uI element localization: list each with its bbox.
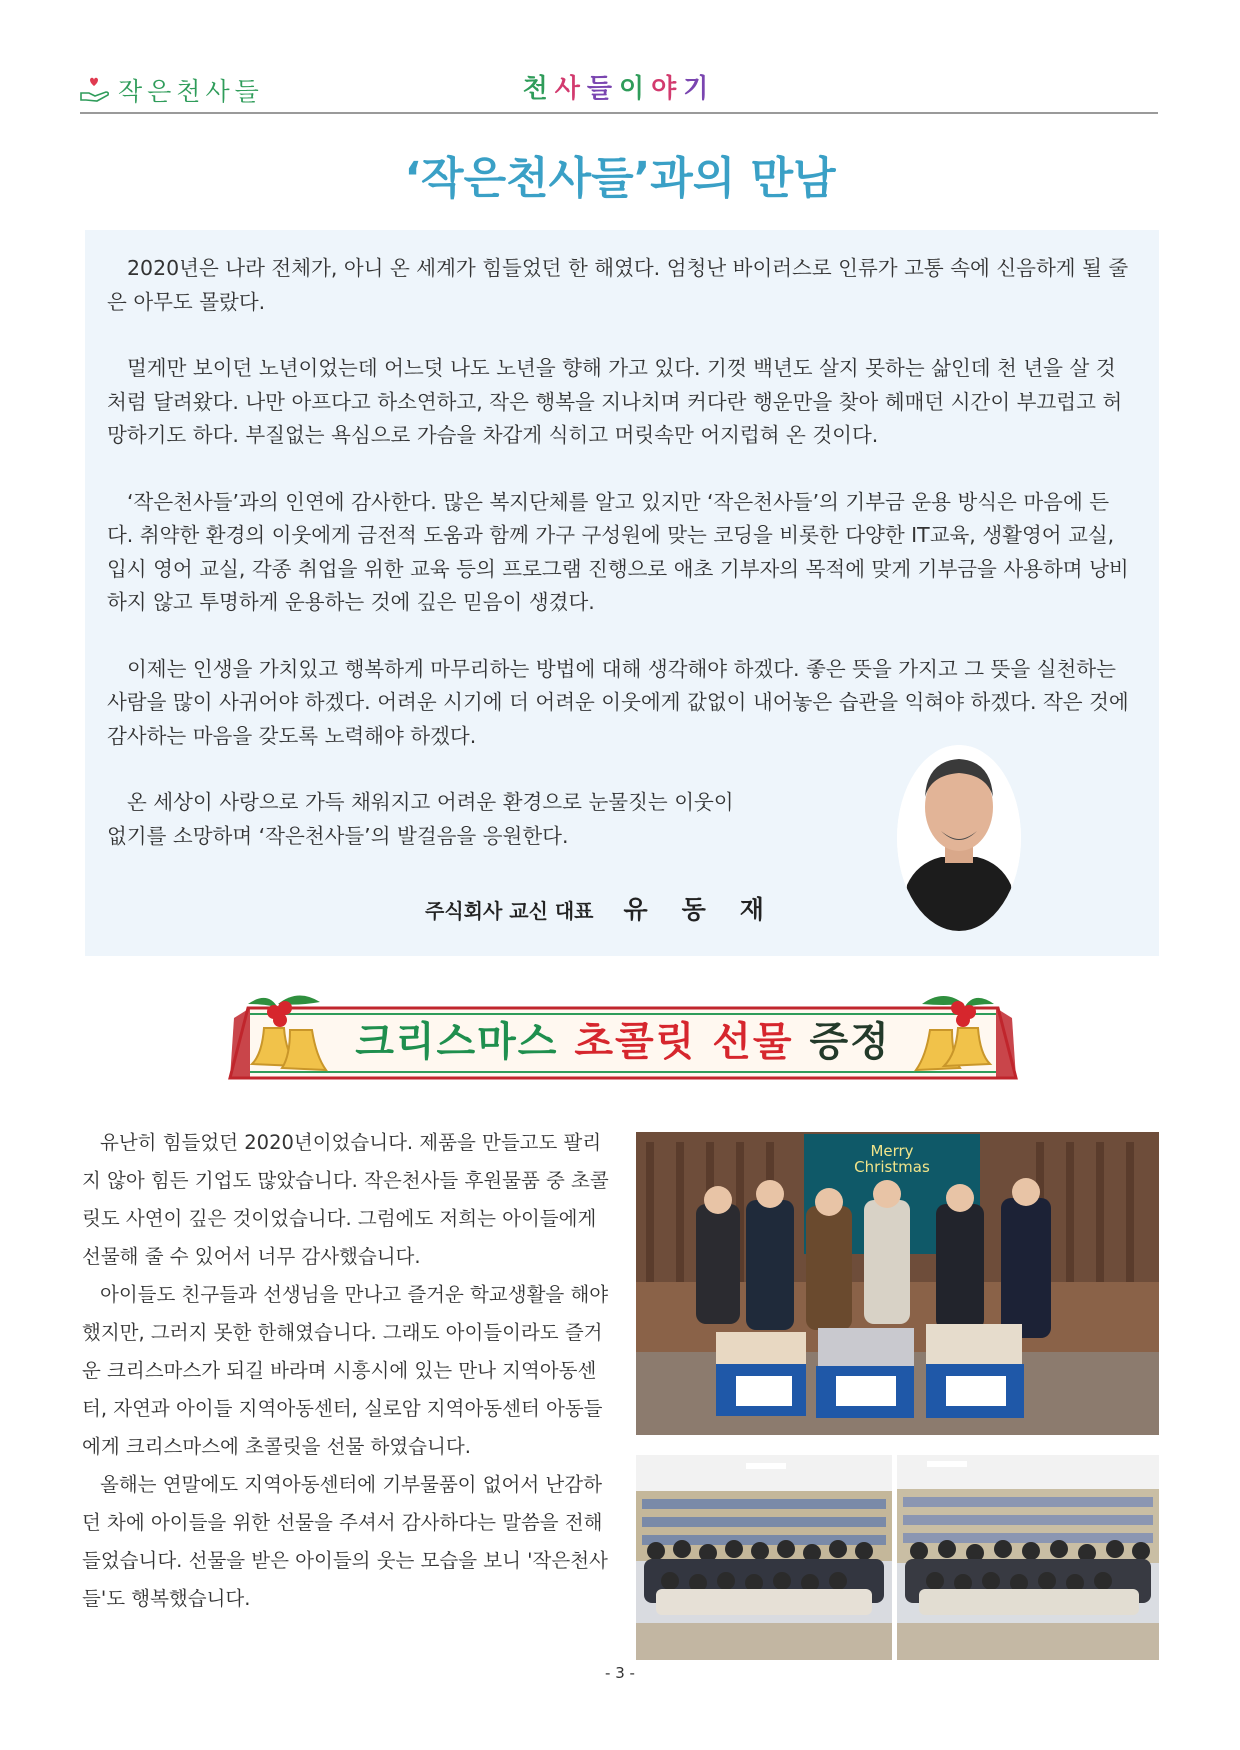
story-paragraph: 올해는 연말에도 지역아동센터에 기부물품이 없어서 난감하던 차에 아이들을 위한 선물을 주셔서 감사하다는 말씀을 전해들었습니다. 선물을 받은 아이들의 웃는 모습을 보니 '작은천사들'도 행복했습니다.	[82, 1473, 608, 1610]
essay-paragraph: 온 세상이 사랑으로 가득 채워지고 어려운 환경으로 눈물짓는 이웃이 없기를 소망하며 ‘작은천사들’의 발걸음을 응원한다.	[107, 790, 734, 848]
banner-title	[228, 1010, 1018, 1067]
story-paragraph: 유난히 힘들었던 2020년이었습니다. 제품을 만들고도 팔리지 않아 힘든 기업도 많았습니다. 작은천사들 후원물품 중 초콜릿도 사연이 깊은 것이었습니다. 그럼에도 저희는 아이들에게 선물해 줄 수 있어서 너무 감사했습니다.	[82, 1131, 609, 1268]
essay-paragraph: 멀게만 보이던 노년이었는데 어느덧 나도 노년을 향해 가고 있다. 기껏 백년도 살지 못하는 삶인데 천 년을 살 것처럼 달려왔다. 나만 아프다고 하소연하고, 작은 행복을 지나치며 커다란 행운만을 찾아 헤매던 시간이 부끄럽고 허망하기도 하다. 부질없는 욕심으로 가슴을 차갑게 식히고 머릿속만 어지럽혀 온 것이다.	[107, 356, 1123, 447]
event-group-photo	[636, 1132, 1159, 1435]
section-title-char: 사	[554, 74, 587, 104]
portrait-image	[897, 745, 1021, 931]
essay-paragraph: ‘작은천사들’과의 인연에 감사한다. 많은 복지단체를 알고 있지만 ‘작은천사들’의 기부금 운용 방식은 마음에 든다. 취약한 환경의 이웃에게 금전적 도움과 함께 가구 구성원에 맞는 코딩을 비롯한 다양한 IT교육, 생활영어 교실, 입시 영어 교실, 각종 취업을 위한 교육 등의 프로그램 진행으로 애초 기부자의 목적에 맞게 기부금을 사용하며 낭비하지 않고 투명하게 운용하는 것에 깊은 믿음이 생겼다.	[107, 489, 1129, 614]
banner-title-part: 초콜릿 선물	[574, 1019, 794, 1065]
section-title-char: 야	[651, 74, 684, 104]
article-title: ‘작은천사들’과의 만남	[404, 153, 836, 204]
essay-box	[85, 230, 1159, 956]
story-paragraph: 아이들도 친구들과 선생님을 만나고 즐거운 학교생활을 해야했지만, 그러지 못한 한해였습니다. 그래도 아이들이라도 즐거운 크리스마스가 되길 바라며 시흥시에 있는 만나 지역아동센터, 자연과 아이들 지역아동센터, 실로암 지역아동센터 아동들에게 크리스마스에 초콜릿을 선물 하였습니다.	[82, 1283, 609, 1458]
children-photo-2	[897, 1455, 1159, 1660]
signature	[425, 890, 798, 926]
essay-paragraph: 2020년은 나라 전체가, 아니 온 세계가 힘들었던 한 해였다. 엄청난 바이러스로 인류가 고통 속에 신음하게 될 줄은 아무도 몰랐다.	[107, 256, 1129, 314]
screen-text-line2: Christmas	[854, 1158, 930, 1176]
signature-role: 주식회사 교신 대표	[425, 899, 594, 923]
logo-text: 작은천사들	[118, 77, 264, 106]
story-text	[82, 1124, 610, 1618]
section-title-char: 이	[619, 74, 652, 104]
section-title	[80, 68, 1158, 105]
section-title-char: 들	[586, 74, 619, 104]
screen-text-line1: Merry	[870, 1142, 914, 1160]
essay-paragraph: 이제는 인생을 가치있고 행복하게 마무리하는 방법에 대해 생각해야 하겠다. 좋은 뜻을 가지고 그 뜻을 실천하는 사람을 많이 사귀어야 하겠다. 어려운 시기에 더 어려운 이웃에게 값없이 내어놓은 습관을 익혀야 하겠다. 작은 것에 감사하는 마음을 갖도록 노력해야 하겠다.	[107, 656, 1129, 748]
section-title-char: 기	[683, 74, 716, 104]
banner-title-part: 크리스마스	[355, 1019, 559, 1065]
author-portrait	[897, 745, 1021, 931]
section-title-char: 천	[522, 74, 555, 104]
christmas-banner	[228, 978, 1018, 1100]
page-number: - 3 -	[605, 1664, 635, 1682]
banner-title-part: 증정	[809, 1019, 891, 1065]
children-photo-1	[636, 1455, 892, 1660]
page-header	[80, 66, 1158, 114]
signature-name: 유동재	[623, 895, 798, 924]
